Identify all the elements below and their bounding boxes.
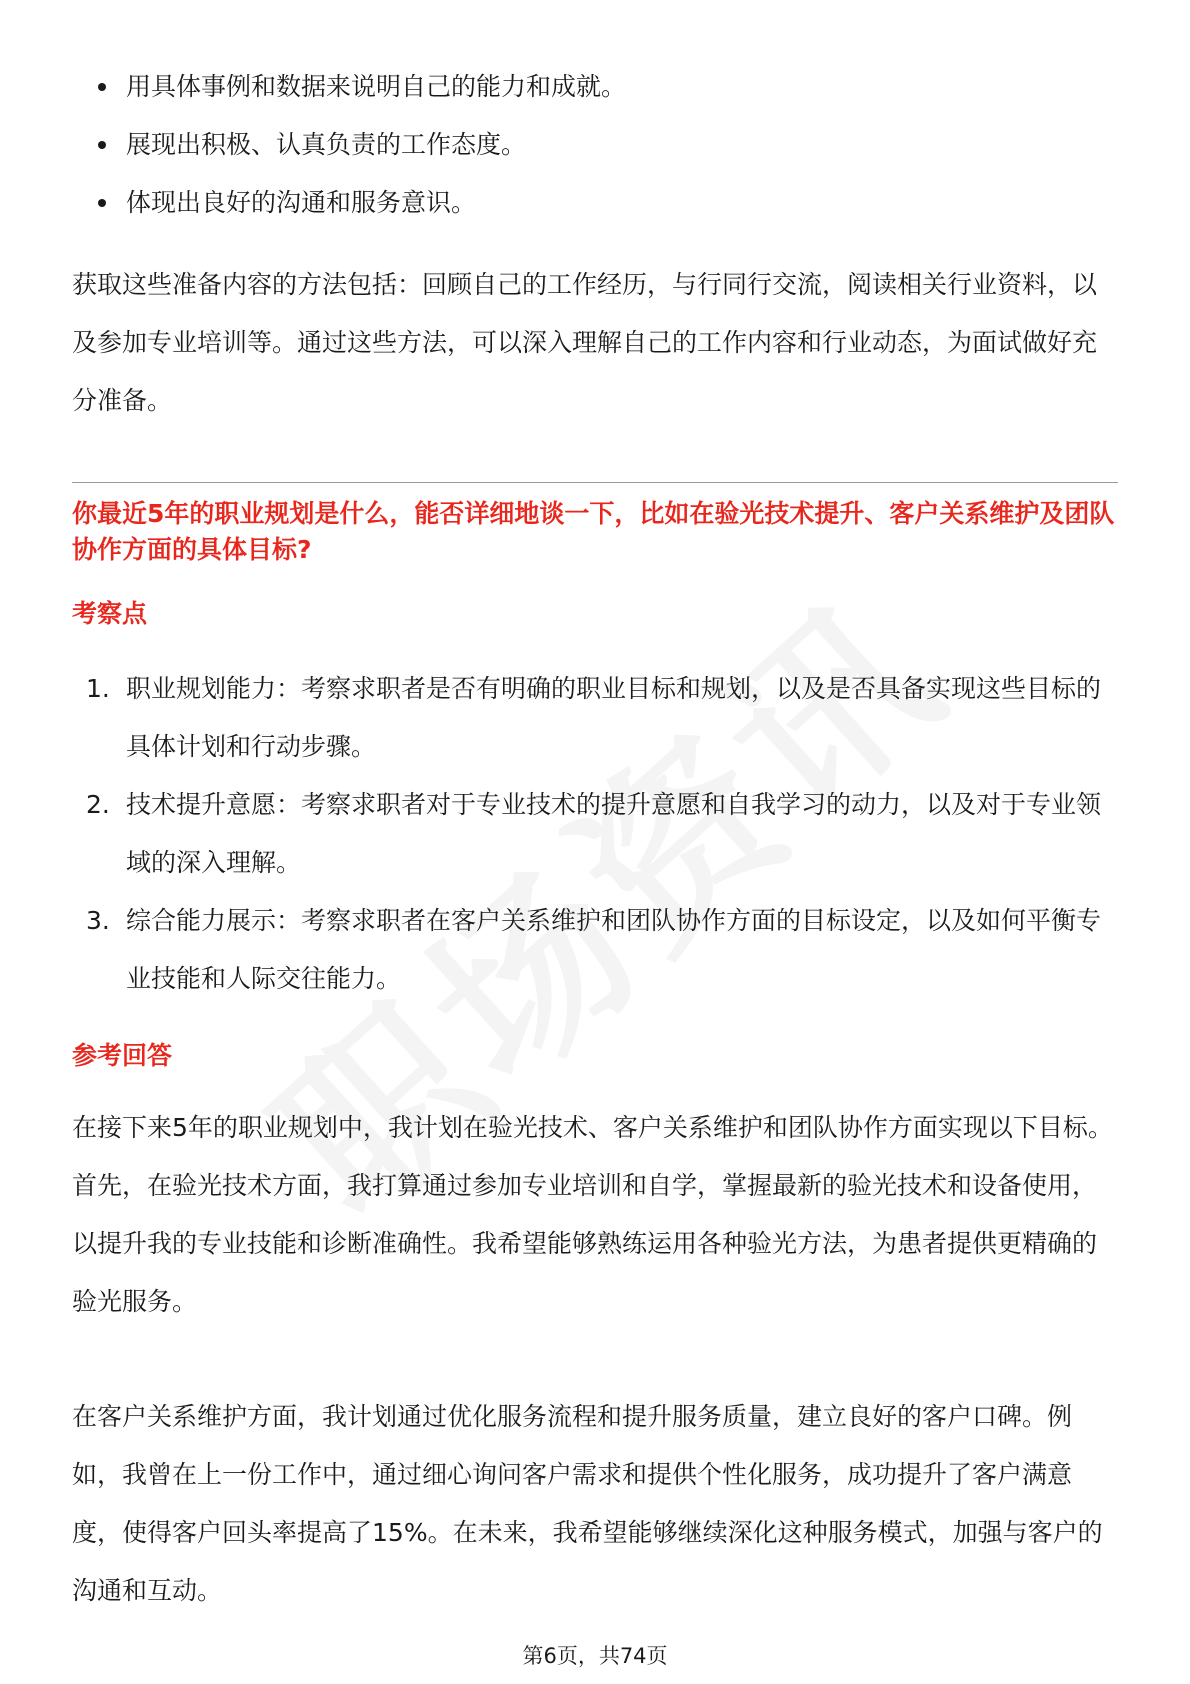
list-item (72, 58, 1118, 116)
section-divider (72, 482, 1118, 483)
bullet-dot-icon (98, 83, 106, 91)
document-page (72, 0, 1118, 1684)
question-heading: 你最近5年的职业规划是什么，能否详细地谈一下，比如在验光技术提升、客户关系维护及团队协作方面的具体目标? (72, 499, 1115, 564)
list-item-text: 综合能力展示：考察求职者在客户关系维护和团队协作方面的目标设定，以及如何平衡专业技能和人际交往能力。 (126, 906, 1102, 993)
bullet-dot-icon (98, 199, 106, 207)
answer-paragraph: 在接下来5年的职业规划中，我计划在验光技术、客户关系维护和团队协作方面实现以下目标。首先，在验光技术方面，我打算通过参加专业培训和自学，掌握最新的验光技术和设备使用，以提升我的专业技能和诊断准确性。我希望能够熟练运用各种验光方法，为患者提供更精确的验光服务。 (72, 1113, 1113, 1316)
list-item-text: 职业规划能力：考察求职者是否有明确的职业目标和规划，以及是否具备实现这些目标的具体计划和行动步骤。 (126, 674, 1102, 761)
list-item (72, 116, 1118, 174)
list-item-number: 1. (86, 674, 110, 703)
list-item-text: 体现出良好的沟通和服务意识。 (126, 188, 477, 217)
answer-paragraph: 在客户关系维护方面，我计划通过优化服务流程和提升服务质量，建立良好的客户口碑。例如，我曾在上一份工作中，通过细心询问客户需求和提供个性化服务，成功提升了客户满意度，使得客户回头率提高了15%。在未来，我希望能够继续深化这种服务模式，加强与客户的沟通和互动。 (72, 1402, 1103, 1605)
list-item-number: 2. (86, 790, 110, 819)
list-item (72, 892, 1118, 1008)
evaluation-points-list (72, 660, 1118, 1008)
methods-paragraph: 获取这些准备内容的方法包括：回顾自己的工作经历，与行同行交流，阅读相关行业资料，以及参加专业培训等。通过这些方法，可以深入理解自己的工作内容和行业动态，为面试做好充分准备。 (72, 270, 1098, 415)
list-item-text: 技术提升意愿：考察求职者对于专业技术的提升意愿和自我学习的动力，以及对于专业领域的深入理解。 (126, 790, 1102, 877)
bullet-dot-icon (98, 141, 106, 149)
list-item-text: 用具体事例和数据来说明自己的能力和成就。 (126, 72, 627, 101)
list-item (72, 174, 1118, 232)
list-item-text: 展现出积极、认真负责的工作态度。 (126, 130, 527, 159)
answer-label: 参考回答 (72, 1041, 173, 1070)
list-item (72, 660, 1118, 776)
list-item-number: 3. (86, 906, 110, 935)
list-item (72, 776, 1118, 892)
points-label: 考察点 (72, 599, 148, 628)
page-number: 第6页，共74页 (522, 1644, 668, 1668)
bullet-list (72, 58, 1118, 232)
